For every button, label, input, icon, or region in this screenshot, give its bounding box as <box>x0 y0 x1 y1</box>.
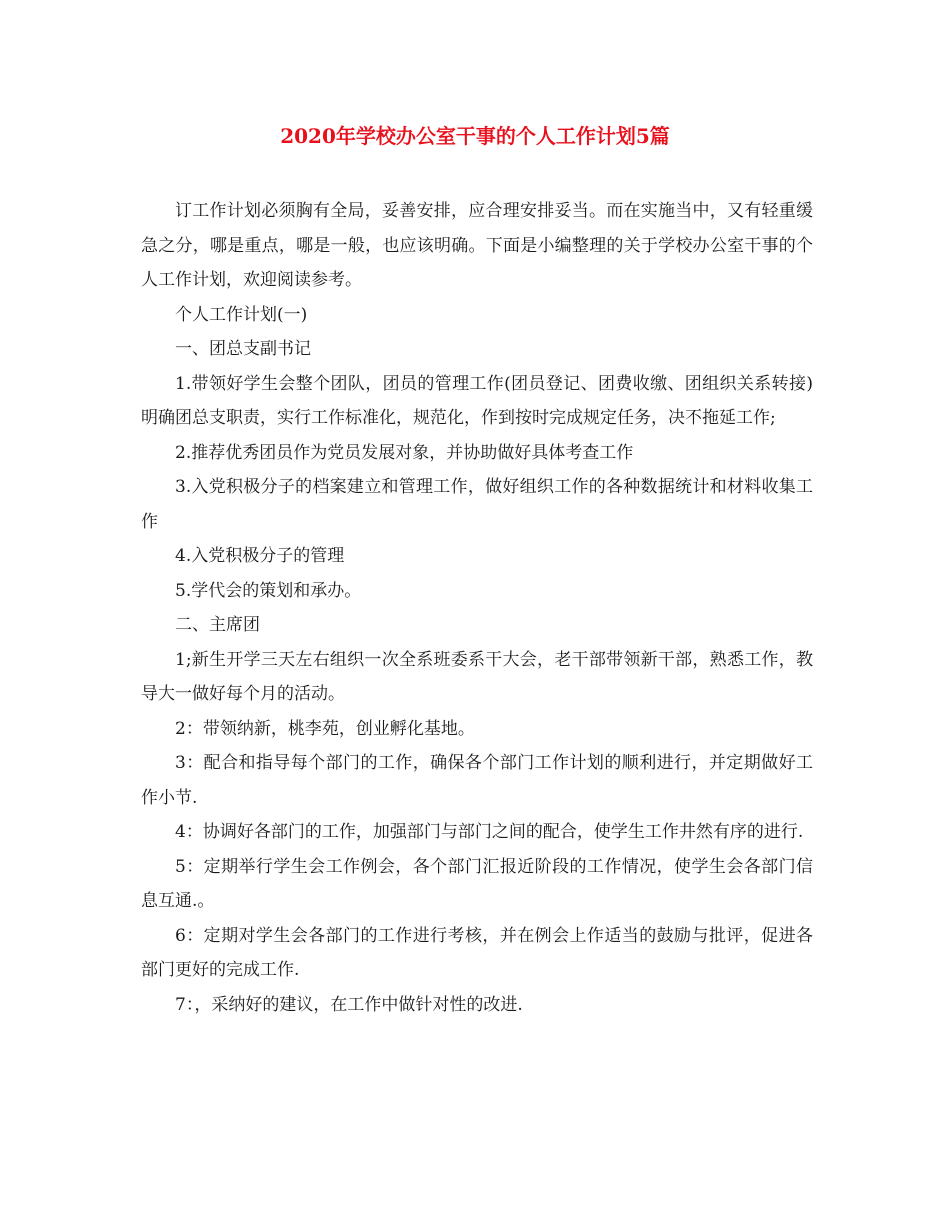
list-item: 1.带领好学生会整个团队，团员的管理工作(团员登记、团费收缴、团组织关系转接)明确团总支职责，实行工作标准化，规范化，作到按时完成规定任务，决不拖延工作; <box>141 373 813 428</box>
list-item: 5：定期举行学生会工作例会，各个部门汇报近阶段的工作情况，使学生会各部门信息互通.。 <box>141 856 813 911</box>
subsection-heading-league-secretary: 一、团总支副书记 <box>175 339 311 359</box>
list-item: 4.入党积极分子的管理 <box>175 546 345 566</box>
document-title: 2020年学校办公室干事的个人工作计划5篇 <box>280 124 670 148</box>
list-item: 5.学代会的策划和承办。 <box>175 580 362 601</box>
intro-paragraph: 订工作计划必须胸有全局，妥善安排，应合理安排妥当。而在实施当中，又有轻重缓急之分，哪是重点，哪是一般，也应该明确。下面是小编整理的关于学校办公室干事的个人工作计划，欢迎阅读参考。 <box>141 201 813 290</box>
list-item: 7：，采纳好的建议，在工作中做针对性的改进. <box>175 994 523 1015</box>
list-item: 4：协调好各部门的工作，加强部门与部门之间的配合，使学生工作井然有序的进行. <box>175 822 804 842</box>
list-item: 6：定期对学生会各部门的工作进行考核，并在例会上作适当的鼓励与批评，促进各部门更好的完成工作. <box>141 925 813 980</box>
list-item: 3.入党积极分子的档案建立和管理工作，做好组织工作的各种数据统计和材料收集工作 <box>141 477 813 532</box>
list-item: 3：配合和指导每个部门的工作，确保各个部门工作计划的顺利进行，并定期做好工作小节. <box>141 753 813 808</box>
list-item: 2.推荐优秀团员作为党员发展对象，并协助做好具体考查工作 <box>175 442 634 463</box>
section-heading-plan-1: 个人工作计划(一) <box>175 304 308 325</box>
list-item: 2：带领纳新，桃李苑，创业孵化基地。 <box>175 718 475 739</box>
subsection-heading-presidium: 二、主席团 <box>175 615 260 635</box>
document-body <box>141 194 813 1022</box>
list-item: 1;新生开学三天左右组织一次全系班委系干大会，老干部带领新干部，熟悉工作，教导大一做好每个月的活动。 <box>141 649 813 704</box>
